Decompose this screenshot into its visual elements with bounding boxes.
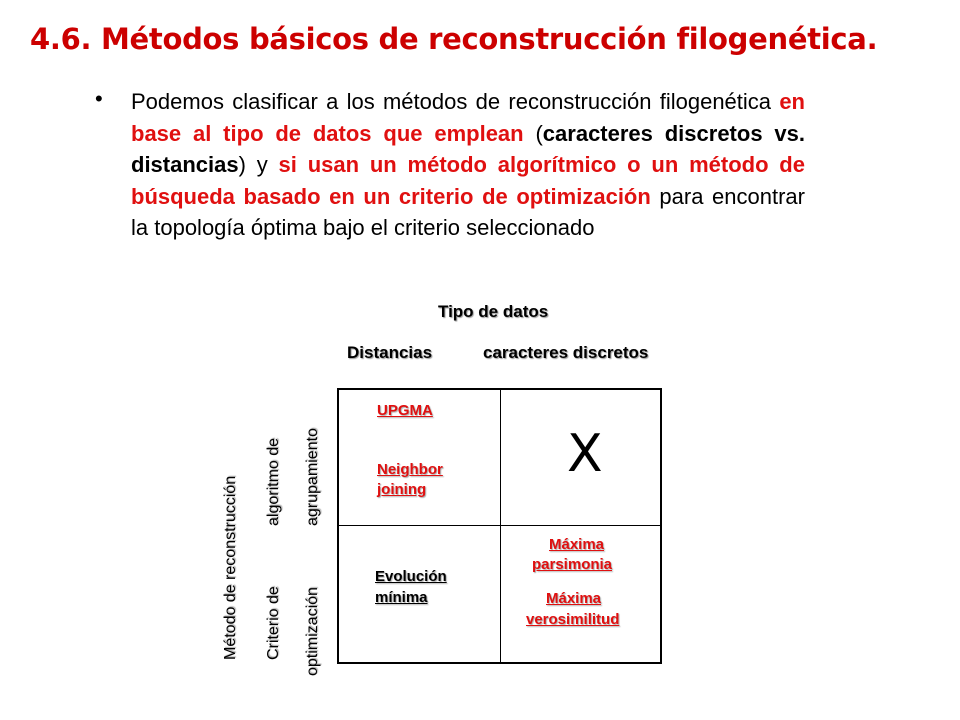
cell-x-mark: X <box>567 424 603 484</box>
row2-label-b: optimización <box>304 587 321 676</box>
bullet-highlight-metodo: si usan un método algorítmico o un método de búsqueda basado en un criterio de optimización <box>131 152 805 209</box>
bullet-bold-caracteres: caracteres discretos vs. distancias <box>131 120 805 177</box>
cell-minima: mínima <box>375 589 428 606</box>
bullet-marker: • <box>95 86 103 111</box>
column-header-discretos: caracteres discretos <box>483 343 649 362</box>
row-group-title: Método de reconstrucción <box>222 475 239 660</box>
bullet-text-part1: Podemos clasificar a los métodos de reconstrucción filogenética <box>131 89 780 114</box>
table-vertical-divider <box>500 390 501 662</box>
bullet-text-part2: ( <box>523 120 543 146</box>
row1-label-b: agrupamiento <box>304 428 321 526</box>
cell-verosimilitud: verosimilitud <box>526 611 620 628</box>
bullet-text-part4: para encontrar la topología óptima bajo el criterio seleccionado <box>131 183 805 240</box>
bullet-text <box>131 86 805 244</box>
cell-parsimonia: parsimonia <box>532 556 613 573</box>
method-classification-table <box>337 388 662 664</box>
bullet-highlight-datos: en base al tipo de datos que emplean <box>131 89 805 146</box>
cell-upgma: UPGMA <box>377 402 433 419</box>
row2-label-a: Criterio de <box>265 586 282 660</box>
column-header-distancias: Distancias <box>347 343 433 362</box>
bullet-paragraph <box>95 86 805 244</box>
cell-joining: joining <box>377 481 427 498</box>
cell-maxima-verosimilitud-1: Máxima <box>546 590 602 607</box>
cell-evolucion: Evolución <box>375 568 447 585</box>
slide-title: 4.6. Métodos básicos de reconstrucción filogenética. <box>30 22 878 56</box>
column-group-title: Tipo de datos <box>438 302 549 321</box>
bullet-text-part3: ) y <box>238 152 279 177</box>
cell-maxima-parsimonia-1: Máxima <box>549 536 605 553</box>
row1-label-a: algoritmo de <box>265 437 282 526</box>
table-horizontal-divider <box>339 525 660 526</box>
cell-neighbor: Neighbor <box>377 461 443 478</box>
